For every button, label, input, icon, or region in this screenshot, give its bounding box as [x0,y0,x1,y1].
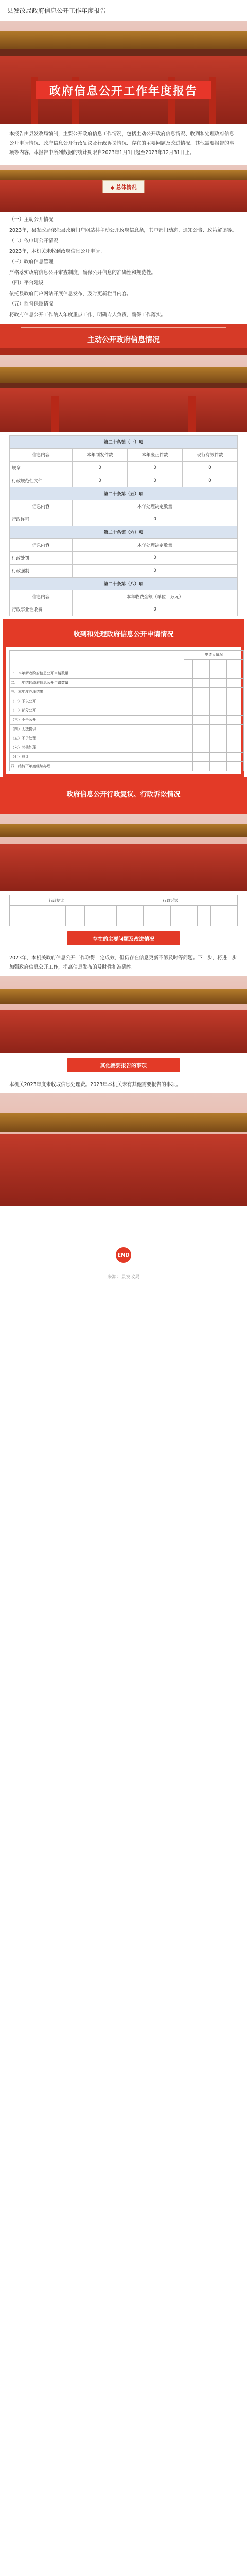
cell [184,743,193,752]
cell [157,916,170,926]
cell [192,669,201,678]
cell [201,724,210,734]
cell [218,724,227,734]
cell [209,734,218,743]
cell [192,687,201,697]
cell [117,905,130,916]
cell [184,706,193,715]
row-label: （四）无法提供 [10,724,184,734]
cell [201,761,210,771]
cell [235,743,244,752]
cell [47,905,65,916]
cell [235,761,244,771]
cell [218,706,227,715]
cell [218,752,227,761]
cell [226,761,235,771]
cell: 0 [73,462,128,474]
top-bar [0,0,247,21]
col-header: 信息内容 [10,449,73,462]
row-label: 行政强制 [10,565,73,578]
row-label: 四、结转下年度继续办理 [10,761,184,771]
cell [235,734,244,743]
cell [209,724,218,734]
end-block [0,1206,247,1268]
cell [201,697,210,706]
cell [209,715,218,724]
cell [184,724,193,734]
active-disclosure-table [9,435,238,616]
cell [218,659,227,669]
para: （一）主动公开情况 [9,217,54,223]
section-2-banner [0,324,247,355]
para: 将政府信息公开工作纳入年度重点工作，明确专人负责，确保工作落实。 [9,312,166,318]
end-mark: END [116,1247,131,1263]
col-header: 信息内容 [10,590,73,603]
row-label: （六）其他处理 [10,743,184,752]
row-label: 一、本年新收政府信息公开申请数量 [10,669,184,678]
cell [218,669,227,678]
cell [226,752,235,761]
cell [224,916,237,926]
table-head: 第二十条第（六）项 [10,526,238,539]
col-header: 信息内容 [10,539,73,552]
row-label: （二）部分公开 [10,706,184,715]
cell [235,706,244,715]
section-5-pill: 存在的主要问题及改进情况 [67,931,180,945]
cell [209,697,218,706]
cell [218,678,227,687]
cell [197,916,210,926]
col-header: 现行有效件数 [183,449,238,462]
cell [226,659,235,669]
section-6-body: 本机关2023年度未收取信息处理费。2023年本机关未有其他需要报告的事项。 [9,1081,181,1088]
cell [192,715,201,724]
cell [192,752,201,761]
cell [192,724,201,734]
cell [184,659,193,669]
cell [226,734,235,743]
section-1-header [0,165,247,212]
cell [10,916,28,926]
cell [197,905,210,916]
cell [130,916,144,926]
cell [201,659,210,669]
table-head: 第二十条第（八）项 [10,578,238,590]
cell [218,734,227,743]
cell [226,697,235,706]
col-header: 本年收费金额（单位：万元） [73,590,238,603]
cell [192,706,201,715]
hero-title: 政府信息公开工作年度报告 [36,81,211,99]
cell [192,697,201,706]
cell [170,905,184,916]
para: （四）平台建设 [9,280,44,286]
cell [209,761,218,771]
para: 2023年，本机关未收到政府信息公开申请。 [9,248,105,255]
cell [210,916,224,926]
cell: 0 [73,603,238,616]
cell [192,761,201,771]
cell [226,706,235,715]
row-label: （三）不予公开 [10,715,184,724]
cell: 0 [73,513,238,526]
cell [226,724,235,734]
para: （二）依申请公开情况 [9,238,59,244]
cell [144,916,157,926]
cell [117,916,130,926]
cell [226,743,235,752]
cell [184,697,193,706]
cell [218,715,227,724]
cell: 0 [183,474,238,487]
cell [170,916,184,926]
table-head: 行政诉讼 [103,895,238,905]
cell [201,734,210,743]
section-4-banner: 政府信息公开行政复议、行政诉讼情况 [0,777,247,814]
cell [192,734,201,743]
cell [235,697,244,706]
cell [84,916,103,926]
cell [103,916,117,926]
cell [209,669,218,678]
cell [210,905,224,916]
cell [192,678,201,687]
cell: 0 [73,552,238,565]
cell: 0 [128,474,183,487]
col-header: 本年废止件数 [128,449,183,462]
col-header: 本年制发件数 [73,449,128,462]
cell [10,905,28,916]
row-label: （七）总计 [10,752,184,761]
cell [235,687,244,697]
page-title: 县发改局政府信息公开工作年度报告 [7,7,107,14]
cell [235,669,244,678]
cell [28,905,47,916]
cell [184,905,197,916]
cell [209,687,218,697]
cell [66,905,84,916]
cell [184,715,193,724]
cell [226,715,235,724]
row-label: （五）不予处理 [10,734,184,743]
application-table [9,650,244,771]
col-header: 信息内容 [10,500,73,513]
table-head: 第二十条第（一）项 [10,436,238,449]
para: 2023年，县发改局依托县政府门户网站共主动公开政府信息条，其中部门动态、通知公告、政策解读等。 [9,227,237,233]
cell [28,916,47,926]
cell [224,905,237,916]
hero-image [0,21,247,124]
cell [66,916,84,926]
cell [184,752,193,761]
cell: 0 [183,462,238,474]
table-head: 申请人情况 [184,650,244,659]
intro-text: 本报告由县发改局编制，主要公开政府信息工作情况，包括主动公开政府信息情况、收到和处理政府信息公开申请情况、政府信息公开行政复议及行政诉讼情况、存在的主要问题及改进情况、其他需要报告的事项等内容。本报告中所列数据的统计期限自2023年1月1日起至2023年12月31日止。 [9,131,235,156]
cell [192,743,201,752]
row-label: 行政处罚 [10,552,73,565]
cell [235,715,244,724]
table-head: 行政复议 [10,895,103,905]
application-frame [3,619,244,777]
cell [218,761,227,771]
table-head: 第二十条第（五）项 [10,487,238,500]
cell [209,659,218,669]
cell [184,687,193,697]
palace-photo-2 [0,814,247,891]
corner-cell [10,650,184,669]
cell [209,678,218,687]
cell [144,905,157,916]
cell [218,743,227,752]
para: （三）政府信息管理 [9,259,54,265]
row-label: 三、本年度办理结果 [10,687,184,697]
cell [235,752,244,761]
cell [184,734,193,743]
section-6-pill: 其他需要报告的事项 [67,1058,180,1072]
cell [184,761,193,771]
footer: 来源：县发改局 [107,1275,140,1280]
section-5-body: 2023年，本机关政府信息公开工作取得一定成效，但仍存在信息更新不够及时等问题。下一步，将进一步加强政府信息公开工作，提高信息发布的及时性和准确性。 [9,955,237,971]
col-header: 本年处理决定数量 [73,500,238,513]
row-label: 行政事业性收费 [10,603,73,616]
cell: 0 [128,462,183,474]
row-label: 规章 [10,462,73,474]
row-label: 行政规范性文件 [10,474,73,487]
section-3-banner: 收到和处理政府信息公开申请情况 [6,622,241,647]
cell: 0 [73,474,128,487]
cell [130,905,144,916]
cell [218,687,227,697]
cell [209,706,218,715]
cell [235,678,244,687]
palace-photo-4 [0,1093,247,1206]
para: （五）监督保障情况 [9,301,54,308]
cell [84,905,103,916]
review-table [9,895,238,926]
section-2-title: 主动公开政府信息情况 [87,336,160,345]
cell [201,743,210,752]
cell [201,752,210,761]
cell [209,752,218,761]
cell [201,715,210,724]
cell: 0 [73,565,238,578]
row-label: 行政许可 [10,513,73,526]
section-1-body [0,212,247,324]
cell [184,678,193,687]
cell [47,916,65,926]
cell [201,678,210,687]
cell [157,905,170,916]
cell [235,724,244,734]
cell [226,687,235,697]
cell [184,916,197,926]
cell [218,697,227,706]
cell [201,706,210,715]
cell [192,659,201,669]
para: 依托县政府门户网站开展信息发布，及时更新栏目内容。 [9,291,132,297]
palace-photo [0,355,247,432]
cell [209,743,218,752]
cell [184,669,193,678]
row-label: （一）予以公开 [10,697,184,706]
cell [103,905,117,916]
cell [235,659,244,669]
cell [226,669,235,678]
palace-photo-3 [0,976,247,1053]
section-1-label: ◆ 总体情况 [102,180,144,193]
row-label: 二、上年结转政府信息公开申请数量 [10,678,184,687]
cell [201,687,210,697]
col-header: 本年处理决定数量 [73,539,238,552]
cell [201,669,210,678]
cell [226,678,235,687]
para: 严格落实政府信息公开审查制度，确保公开信息的准确性和规范性。 [9,269,156,276]
